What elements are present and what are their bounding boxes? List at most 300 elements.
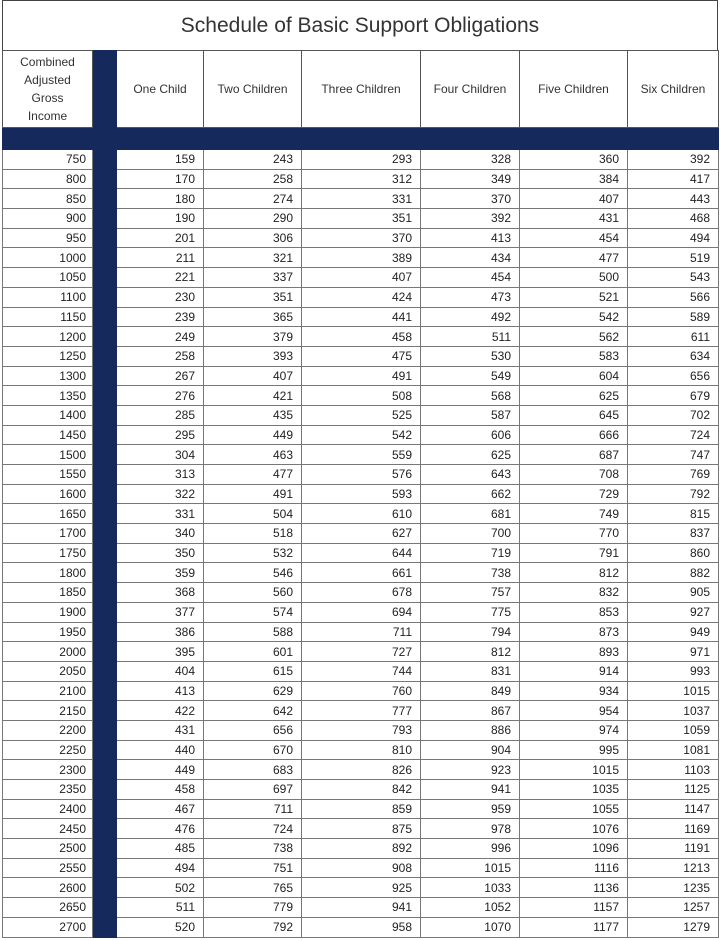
- cell-three-children: 744: [302, 661, 421, 681]
- vertical-band: [93, 563, 117, 583]
- cell-three-children: 925: [302, 878, 421, 898]
- vertical-band: [93, 740, 117, 760]
- cell-two-children: 683: [204, 760, 302, 780]
- cell-two-children: 504: [204, 504, 302, 524]
- cell-four-children: 978: [421, 819, 520, 839]
- cell-two-children: 243: [204, 150, 302, 170]
- cell-one-child: 494: [117, 858, 204, 878]
- cell-five-children: 645: [520, 405, 628, 425]
- vertical-band: [93, 307, 117, 327]
- cell-three-children: 351: [302, 209, 421, 229]
- table-row: [3, 386, 719, 406]
- cell-two-children: 711: [204, 799, 302, 819]
- cell-five-children: 521: [520, 287, 628, 307]
- table-row: [3, 642, 719, 662]
- cell-six-children: 971: [628, 642, 719, 662]
- table-row: [3, 740, 719, 760]
- cell-six-children: 443: [628, 189, 719, 209]
- cell-one-child: 249: [117, 327, 204, 347]
- vertical-band: [93, 583, 117, 603]
- cell-two-children: 615: [204, 661, 302, 681]
- cell-income: 1200: [3, 327, 93, 347]
- vertical-band: [93, 209, 117, 229]
- table-row: [3, 661, 719, 681]
- vertical-band: [93, 504, 117, 524]
- cell-income: 2400: [3, 799, 93, 819]
- vertical-band: [93, 51, 117, 128]
- vertical-band: [93, 681, 117, 701]
- cell-three-children: 593: [302, 484, 421, 504]
- cell-one-child: 230: [117, 287, 204, 307]
- vertical-band: [93, 799, 117, 819]
- cell-one-child: 211: [117, 248, 204, 268]
- cell-one-child: 511: [117, 898, 204, 918]
- cell-four-children: 349: [421, 169, 520, 189]
- header-separator-band: [3, 128, 719, 150]
- cell-five-children: 477: [520, 248, 628, 268]
- cell-income: 1150: [3, 307, 93, 327]
- cell-four-children: 473: [421, 287, 520, 307]
- cell-income: 2650: [3, 898, 93, 918]
- cell-six-children: 905: [628, 583, 719, 603]
- vertical-band: [93, 248, 117, 268]
- cell-three-children: 711: [302, 622, 421, 642]
- cell-four-children: 1052: [421, 898, 520, 918]
- cell-six-children: 860: [628, 543, 719, 563]
- table-row: [3, 760, 719, 780]
- table-title: Schedule of Basic Support Obligations: [2, 0, 718, 50]
- vertical-band: [93, 150, 117, 170]
- cell-six-children: 1015: [628, 681, 719, 701]
- cell-six-children: 949: [628, 622, 719, 642]
- cell-four-children: 413: [421, 228, 520, 248]
- cell-five-children: 1136: [520, 878, 628, 898]
- cell-four-children: 738: [421, 563, 520, 583]
- cell-five-children: 542: [520, 307, 628, 327]
- vertical-band: [93, 898, 117, 918]
- vertical-band: [93, 858, 117, 878]
- cell-three-children: 810: [302, 740, 421, 760]
- cell-one-child: 359: [117, 563, 204, 583]
- vertical-band: [93, 405, 117, 425]
- vertical-band: [93, 819, 117, 839]
- cell-three-children: 842: [302, 780, 421, 800]
- cell-income: 750: [3, 150, 93, 170]
- cell-six-children: 1169: [628, 819, 719, 839]
- vertical-band: [93, 425, 117, 445]
- cell-income: 2350: [3, 780, 93, 800]
- cell-four-children: 831: [421, 661, 520, 681]
- cell-three-children: 661: [302, 563, 421, 583]
- cell-three-children: 491: [302, 366, 421, 386]
- cell-three-children: 760: [302, 681, 421, 701]
- cell-income: 1550: [3, 465, 93, 485]
- table-row: [3, 622, 719, 642]
- table-row: [3, 405, 719, 425]
- cell-income: 1050: [3, 268, 93, 288]
- cell-three-children: 525: [302, 405, 421, 425]
- cell-two-children: 449: [204, 425, 302, 445]
- cell-one-child: 221: [117, 268, 204, 288]
- cell-two-children: 321: [204, 248, 302, 268]
- cell-one-child: 239: [117, 307, 204, 327]
- table-row: [3, 524, 719, 544]
- table-row: [3, 543, 719, 563]
- cell-income: 1400: [3, 405, 93, 425]
- cell-four-children: 757: [421, 583, 520, 603]
- cell-three-children: 331: [302, 189, 421, 209]
- cell-four-children: 904: [421, 740, 520, 760]
- vertical-band: [93, 346, 117, 366]
- cell-one-child: 267: [117, 366, 204, 386]
- cell-three-children: 908: [302, 858, 421, 878]
- cell-three-children: 475: [302, 346, 421, 366]
- cell-three-children: 441: [302, 307, 421, 327]
- cell-three-children: 859: [302, 799, 421, 819]
- header-six-children: Six Children: [628, 51, 719, 128]
- cell-six-children: 519: [628, 248, 719, 268]
- cell-five-children: 749: [520, 504, 628, 524]
- cell-income: 800: [3, 169, 93, 189]
- cell-six-children: 747: [628, 445, 719, 465]
- cell-income: 2450: [3, 819, 93, 839]
- cell-income: 1600: [3, 484, 93, 504]
- cell-five-children: 832: [520, 583, 628, 603]
- cell-five-children: 708: [520, 465, 628, 485]
- cell-two-children: 532: [204, 543, 302, 563]
- cell-four-children: 606: [421, 425, 520, 445]
- vertical-band: [93, 839, 117, 859]
- cell-income: 1800: [3, 563, 93, 583]
- vertical-band: [93, 917, 117, 937]
- header-combined-income: [3, 51, 93, 128]
- cell-income: 900: [3, 209, 93, 229]
- cell-six-children: 1103: [628, 760, 719, 780]
- table-row: [3, 898, 719, 918]
- cell-four-children: 941: [421, 780, 520, 800]
- cell-three-children: 370: [302, 228, 421, 248]
- cell-five-children: 1177: [520, 917, 628, 937]
- cell-five-children: 934: [520, 681, 628, 701]
- cell-six-children: 566: [628, 287, 719, 307]
- cell-three-children: 542: [302, 425, 421, 445]
- cell-six-children: 724: [628, 425, 719, 445]
- vertical-band: [93, 878, 117, 898]
- cell-income: 1300: [3, 366, 93, 386]
- cell-two-children: 421: [204, 386, 302, 406]
- vertical-band: [93, 524, 117, 544]
- cell-income: 2700: [3, 917, 93, 937]
- cell-two-children: 365: [204, 307, 302, 327]
- cell-four-children: 434: [421, 248, 520, 268]
- cell-four-children: 996: [421, 839, 520, 859]
- cell-four-children: 549: [421, 366, 520, 386]
- cell-one-child: 386: [117, 622, 204, 642]
- header-two-children: Two Children: [204, 51, 302, 128]
- vertical-band: [93, 268, 117, 288]
- cell-five-children: 1015: [520, 760, 628, 780]
- cell-one-child: 395: [117, 642, 204, 662]
- vertical-band: [93, 386, 117, 406]
- cell-four-children: 794: [421, 622, 520, 642]
- cell-one-child: 422: [117, 701, 204, 721]
- cell-one-child: 295: [117, 425, 204, 445]
- cell-two-children: 792: [204, 917, 302, 937]
- cell-five-children: 812: [520, 563, 628, 583]
- cell-four-children: 328: [421, 150, 520, 170]
- cell-three-children: 958: [302, 917, 421, 937]
- vertical-band: [93, 780, 117, 800]
- cell-three-children: 678: [302, 583, 421, 603]
- cell-three-children: 559: [302, 445, 421, 465]
- cell-six-children: 1125: [628, 780, 719, 800]
- cell-two-children: 588: [204, 622, 302, 642]
- vertical-band: [93, 622, 117, 642]
- cell-six-children: 611: [628, 327, 719, 347]
- cell-two-children: 765: [204, 878, 302, 898]
- cell-four-children: 370: [421, 189, 520, 209]
- table-row: [3, 701, 719, 721]
- cell-six-children: 417: [628, 169, 719, 189]
- cell-two-children: 738: [204, 839, 302, 859]
- cell-four-children: 625: [421, 445, 520, 465]
- cell-three-children: 727: [302, 642, 421, 662]
- cell-six-children: 815: [628, 504, 719, 524]
- cell-five-children: 500: [520, 268, 628, 288]
- cell-six-children: 1059: [628, 720, 719, 740]
- cell-four-children: 867: [421, 701, 520, 721]
- cell-one-child: 485: [117, 839, 204, 859]
- cell-four-children: 392: [421, 209, 520, 229]
- vertical-band: [93, 661, 117, 681]
- cell-two-children: 337: [204, 268, 302, 288]
- cell-four-children: 1033: [421, 878, 520, 898]
- cell-income: 1250: [3, 346, 93, 366]
- cell-one-child: 467: [117, 799, 204, 819]
- cell-two-children: 642: [204, 701, 302, 721]
- cell-four-children: 454: [421, 268, 520, 288]
- cell-two-children: 351: [204, 287, 302, 307]
- cell-six-children: 1279: [628, 917, 719, 937]
- cell-six-children: 1147: [628, 799, 719, 819]
- cell-three-children: 826: [302, 760, 421, 780]
- header-income-line: Income: [27, 109, 68, 123]
- cell-four-children: 587: [421, 405, 520, 425]
- cell-income: 1450: [3, 425, 93, 445]
- cell-one-child: 431: [117, 720, 204, 740]
- vertical-band: [93, 189, 117, 209]
- cell-two-children: 546: [204, 563, 302, 583]
- cell-four-children: 923: [421, 760, 520, 780]
- cell-six-children: 927: [628, 602, 719, 622]
- cell-income: 2150: [3, 701, 93, 721]
- vertical-band: [93, 366, 117, 386]
- cell-three-children: 389: [302, 248, 421, 268]
- cell-six-children: 392: [628, 150, 719, 170]
- cell-four-children: 812: [421, 642, 520, 662]
- cell-four-children: 511: [421, 327, 520, 347]
- table-row: [3, 307, 719, 327]
- header-row: [3, 51, 719, 128]
- vertical-band: [93, 720, 117, 740]
- cell-income: 850: [3, 189, 93, 209]
- table-row: [3, 287, 719, 307]
- table-row: [3, 268, 719, 288]
- cell-five-children: 995: [520, 740, 628, 760]
- cell-two-children: 379: [204, 327, 302, 347]
- cell-two-children: 574: [204, 602, 302, 622]
- cell-one-child: 190: [117, 209, 204, 229]
- cell-three-children: 293: [302, 150, 421, 170]
- cell-one-child: 304: [117, 445, 204, 465]
- cell-six-children: 468: [628, 209, 719, 229]
- cell-six-children: 543: [628, 268, 719, 288]
- table-row: [3, 425, 719, 445]
- cell-one-child: 377: [117, 602, 204, 622]
- cell-one-child: 449: [117, 760, 204, 780]
- cell-one-child: 322: [117, 484, 204, 504]
- cell-five-children: 1035: [520, 780, 628, 800]
- header-three-children: Three Children: [302, 51, 421, 128]
- table-row: [3, 209, 719, 229]
- table-row: [3, 720, 719, 740]
- cell-one-child: 368: [117, 583, 204, 603]
- cell-one-child: 440: [117, 740, 204, 760]
- cell-six-children: 702: [628, 405, 719, 425]
- table-row: [3, 228, 719, 248]
- header-four-children: Four Children: [421, 51, 520, 128]
- cell-five-children: 583: [520, 346, 628, 366]
- cell-one-child: 201: [117, 228, 204, 248]
- cell-five-children: 454: [520, 228, 628, 248]
- table-row: [3, 169, 719, 189]
- cell-six-children: 1081: [628, 740, 719, 760]
- cell-two-children: 751: [204, 858, 302, 878]
- cell-income: 2200: [3, 720, 93, 740]
- cell-one-child: 350: [117, 543, 204, 563]
- cell-income: 1650: [3, 504, 93, 524]
- cell-income: 950: [3, 228, 93, 248]
- vertical-band: [93, 169, 117, 189]
- cell-four-children: 719: [421, 543, 520, 563]
- cell-six-children: 1257: [628, 898, 719, 918]
- table-row: [3, 583, 719, 603]
- cell-two-children: 670: [204, 740, 302, 760]
- cell-income: 2600: [3, 878, 93, 898]
- cell-three-children: 610: [302, 504, 421, 524]
- cell-six-children: 494: [628, 228, 719, 248]
- cell-two-children: 779: [204, 898, 302, 918]
- cell-one-child: 170: [117, 169, 204, 189]
- cell-two-children: 518: [204, 524, 302, 544]
- cell-two-children: 697: [204, 780, 302, 800]
- cell-five-children: 1055: [520, 799, 628, 819]
- table-row: [3, 366, 719, 386]
- table-row: [3, 839, 719, 859]
- cell-income: 2100: [3, 681, 93, 701]
- cell-one-child: 476: [117, 819, 204, 839]
- table-row: [3, 445, 719, 465]
- cell-income: 1000: [3, 248, 93, 268]
- cell-one-child: 520: [117, 917, 204, 937]
- cell-four-children: 568: [421, 386, 520, 406]
- cell-income: 1350: [3, 386, 93, 406]
- header-income-line: Combined: [20, 55, 75, 69]
- table-row: [3, 504, 719, 524]
- cell-one-child: 285: [117, 405, 204, 425]
- table-row: [3, 799, 719, 819]
- cell-six-children: 679: [628, 386, 719, 406]
- cell-three-children: 576: [302, 465, 421, 485]
- cell-four-children: 643: [421, 465, 520, 485]
- cell-five-children: 853: [520, 602, 628, 622]
- cell-two-children: 463: [204, 445, 302, 465]
- vertical-band: [93, 701, 117, 721]
- table-body: [3, 150, 719, 938]
- table-row: [3, 917, 719, 937]
- vertical-band: [93, 287, 117, 307]
- cell-five-children: 974: [520, 720, 628, 740]
- cell-two-children: 656: [204, 720, 302, 740]
- cell-two-children: 258: [204, 169, 302, 189]
- cell-two-children: 274: [204, 189, 302, 209]
- vertical-band: [93, 445, 117, 465]
- cell-six-children: 1235: [628, 878, 719, 898]
- separator-band: [3, 128, 719, 150]
- cell-five-children: 562: [520, 327, 628, 347]
- cell-five-children: 914: [520, 661, 628, 681]
- cell-four-children: 1070: [421, 917, 520, 937]
- cell-six-children: 769: [628, 465, 719, 485]
- cell-five-children: 431: [520, 209, 628, 229]
- cell-three-children: 312: [302, 169, 421, 189]
- header-five-children: Five Children: [520, 51, 628, 128]
- cell-income: 1500: [3, 445, 93, 465]
- cell-income: 1750: [3, 543, 93, 563]
- table-row: [3, 248, 719, 268]
- cell-two-children: 601: [204, 642, 302, 662]
- cell-five-children: 360: [520, 150, 628, 170]
- table-row: [3, 681, 719, 701]
- cell-five-children: 1076: [520, 819, 628, 839]
- cell-six-children: 993: [628, 661, 719, 681]
- cell-income: 2250: [3, 740, 93, 760]
- cell-three-children: 875: [302, 819, 421, 839]
- cell-five-children: 954: [520, 701, 628, 721]
- vertical-band: [93, 602, 117, 622]
- cell-two-children: 290: [204, 209, 302, 229]
- cell-three-children: 458: [302, 327, 421, 347]
- cell-six-children: 634: [628, 346, 719, 366]
- cell-three-children: 941: [302, 898, 421, 918]
- cell-income: 1950: [3, 622, 93, 642]
- cell-five-children: 384: [520, 169, 628, 189]
- cell-five-children: 407: [520, 189, 628, 209]
- support-schedule: [2, 0, 718, 938]
- cell-income: 2550: [3, 858, 93, 878]
- cell-two-children: 407: [204, 366, 302, 386]
- vertical-band: [93, 465, 117, 485]
- cell-three-children: 892: [302, 839, 421, 859]
- cell-one-child: 180: [117, 189, 204, 209]
- cell-four-children: 1015: [421, 858, 520, 878]
- cell-one-child: 258: [117, 346, 204, 366]
- vertical-band: [93, 327, 117, 347]
- cell-three-children: 694: [302, 602, 421, 622]
- cell-five-children: 1096: [520, 839, 628, 859]
- cell-two-children: 724: [204, 819, 302, 839]
- cell-six-children: 792: [628, 484, 719, 504]
